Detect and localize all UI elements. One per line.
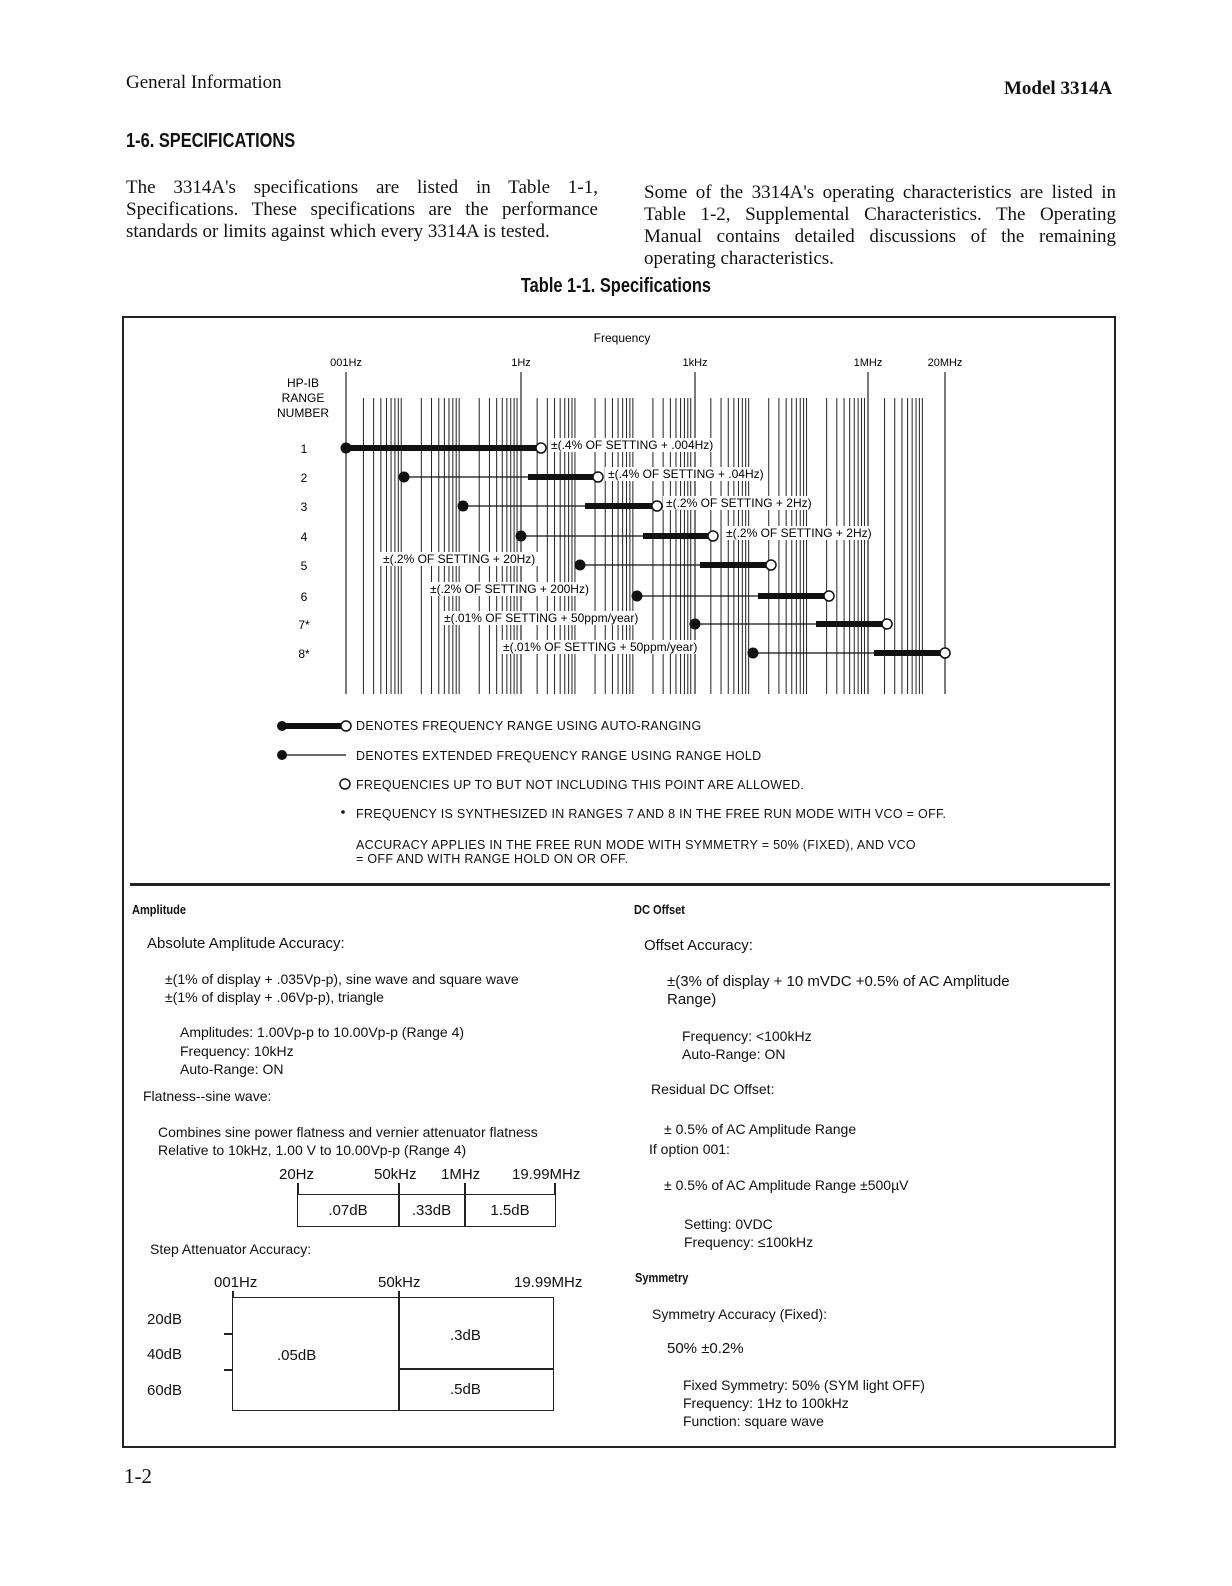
offset-condition-frequency: Frequency: <100kHz (682, 1028, 812, 1044)
abs-accuracy-line-2: ±(1% of display + .06Vp-p), triangle (165, 989, 384, 1005)
range-number: 3 (300, 500, 308, 514)
range-start-dot (516, 531, 527, 542)
range-header-line: HP-IB (286, 376, 320, 390)
flatness-freq-19-99mhz: 19.99MHz (512, 1166, 581, 1183)
range-end-circle (882, 619, 892, 629)
step-freq-50khz: 50kHz (378, 1274, 421, 1291)
step-row-20db: 20dB (147, 1311, 183, 1328)
range-start-dot (632, 591, 643, 602)
range-accuracy-label: ±(.2% OF SETTING + 2Hz) (666, 496, 812, 510)
step-value-5db: .5dB (450, 1381, 481, 1398)
range-header-line: NUMBER (276, 406, 330, 420)
range-number: 5 (300, 559, 308, 573)
table-title: Table 1-1. Specifications (520, 275, 712, 297)
residual-condition-setting: Setting: 0VDC (684, 1216, 773, 1232)
freq-label: 001Hz (330, 357, 362, 369)
offset-accuracy-title: Offset Accuracy: (644, 937, 753, 954)
flatness-value-3: 1.5dB (490, 1202, 530, 1219)
abs-condition-frequency: Frequency: 10kHz (180, 1043, 294, 1059)
residual-offset-line-1: ± 0.5% of AC Amplitude Range (664, 1121, 857, 1137)
range-accuracy-label: ±(.2% OF SETTING + 2Hz) (726, 526, 872, 540)
amplitude-heading: Amplitude (132, 902, 187, 917)
step-value-3db: .3dB (450, 1327, 481, 1344)
range-accuracy-label: ±(.2% OF SETTING + 200Hz) (430, 582, 589, 596)
flatness-line-1: Combines sine power flatness and vernier attenuator flatness (158, 1124, 538, 1140)
chart-title: Frequency (593, 331, 651, 345)
offset-condition-autorange: Auto-Range: ON (682, 1046, 786, 1062)
range-number: 7* (298, 618, 310, 632)
range-row (301, 500, 662, 514)
intro-paragraph-left: The 3314A's specifications are listed in Table 1-1, Specifications. These specifications are the performance standards or limits against which every 3314A is tested. (126, 177, 598, 242)
range-end-circle (593, 472, 603, 482)
step-row-40db: 40dB (147, 1346, 183, 1363)
freq-label: 1MHz (853, 357, 883, 369)
range-accuracy-label: ±(.01% OF SETTING + 50ppm/year) (444, 611, 639, 625)
range-start-dot (399, 472, 410, 483)
freq-label: 1Hz (511, 357, 531, 369)
legend-open-circle: FREQUENCIES UP TO BUT NOT INCLUDING THIS POINT ARE ALLOWED. (356, 778, 805, 792)
range-accuracy-label: ±(.01% OF SETTING + 50ppm/year) (503, 640, 698, 654)
dc-offset-heading: DC Offset (634, 902, 685, 917)
legend-range-hold: DENOTES EXTENDED FREQUENCY RANGE USING RANGE HOLD (356, 749, 762, 763)
section-title: 1-6. SPECIFICATIONS (126, 130, 296, 152)
step-freq-001hz: 001Hz (214, 1274, 258, 1291)
flatness-line-2: Relative to 10kHz, 1.00 V to 10.00Vp-p (Range 4) (158, 1142, 467, 1158)
residual-offset-option: If option 001: (649, 1141, 730, 1157)
intro-paragraph-right: Some of the 3314A's operating characteristics are listed in Table 1-2, Supplemental Characteristics. The Operating Manual contains detailed discussions of the remaining operating characteristics. (644, 182, 1116, 269)
flatness-freq-50khz: 50kHz (374, 1166, 417, 1183)
flatness-value-1: .07dB (328, 1202, 368, 1219)
range-accuracy-label: ±(.2% OF SETTING + 20Hz) (383, 552, 536, 566)
offset-accuracy-line-1: ±(3% of display + 10 mVDC +0.5% of AC Amplitude (667, 973, 1010, 990)
abs-accuracy-title: Absolute Amplitude Accuracy: (147, 935, 345, 952)
residual-offset-line-2: ± 0.5% of AC Amplitude Range ±500µV (664, 1177, 909, 1193)
step-row-60db: 60dB (147, 1382, 183, 1399)
range-number: 4 (300, 530, 308, 544)
abs-condition-amplitudes: Amplitudes: 1.00Vp-p to 10.00Vp-p (Range 4) (180, 1024, 465, 1040)
offset-accuracy-line-2: Range) (667, 991, 717, 1008)
range-start-dot (341, 443, 352, 454)
range-end-circle (708, 531, 718, 541)
abs-accuracy-line-1: ±(1% of display + .035Vp-p), sine wave and square wave (165, 971, 519, 987)
range-end-circle (766, 560, 776, 570)
symmetry-condition-frequency: Frequency: 1Hz to 100kHz (683, 1395, 849, 1411)
legend-auto-range: DENOTES FREQUENCY RANGE USING AUTO-RANGING (356, 719, 702, 733)
legend-note-synthesized: FREQUENCY IS SYNTHESIZED IN RANGES 7 AND 8 IN THE FREE RUN MODE WITH VCO = OFF. (356, 807, 947, 821)
range-number: 2 (300, 471, 308, 485)
range-start-dot (748, 648, 759, 659)
flatness-title: Flatness--sine wave: (143, 1088, 272, 1104)
range-number: 1 (300, 442, 308, 456)
table-divider (130, 883, 1110, 886)
residual-condition-frequency: Frequency: ≤100kHz (684, 1234, 814, 1250)
range-accuracy-label: ±(.4% OF SETTING + .04Hz) (608, 467, 764, 481)
legend-note-accuracy-2: = OFF AND WITH RANGE HOLD ON OR OFF. (356, 852, 629, 866)
range-end-circle (824, 591, 834, 601)
page-number: 1-2 (124, 1464, 152, 1488)
symmetry-heading: Symmetry (635, 1270, 689, 1285)
running-header-right: Model 3314A (1004, 78, 1113, 99)
symmetry-accuracy-value: 50% ±0.2% (667, 1340, 744, 1357)
flatness-freq-1mhz: 1MHz (441, 1166, 481, 1183)
range-start-dot (458, 501, 469, 512)
flatness-value-2: .33dB (411, 1202, 452, 1219)
range-header-line: RANGE (281, 391, 325, 405)
range-number: 8* (298, 647, 310, 661)
range-end-circle (652, 501, 662, 511)
range-end-circle (536, 443, 546, 453)
range-row (301, 442, 546, 456)
range-number: 6 (300, 590, 308, 604)
abs-condition-autorange: Auto-Range: ON (180, 1061, 284, 1077)
symmetry-condition-fixed: Fixed Symmetry: 50% (SYM light OFF) (683, 1377, 925, 1393)
range-row (301, 559, 776, 573)
symmetry-condition-function: Function: square wave (683, 1413, 824, 1429)
running-header-left: General Information (126, 72, 282, 93)
freq-label: 1kHz (682, 357, 708, 369)
range-end-circle (940, 648, 950, 658)
residual-offset-title: Residual DC Offset: (651, 1081, 775, 1097)
range-start-dot (575, 560, 586, 571)
range-start-dot (690, 619, 701, 630)
step-attenuator-title: Step Attenuator Accuracy: (150, 1241, 312, 1257)
freq-label: 20MHz (927, 357, 963, 369)
step-value-05db: .05dB (277, 1347, 317, 1364)
legend-note-accuracy-1: ACCURACY APPLIES IN THE FREE RUN MODE WITH SYMMETRY = 50% (FIXED), AND VCO (356, 838, 916, 852)
step-freq-19-99mhz: 19.99MHz (514, 1274, 583, 1291)
symmetry-accuracy-title: Symmetry Accuracy (Fixed): (652, 1306, 828, 1322)
flatness-freq-20hz: 20Hz (279, 1166, 315, 1183)
range-accuracy-label: ±(.4% OF SETTING + .004Hz) (551, 438, 714, 452)
